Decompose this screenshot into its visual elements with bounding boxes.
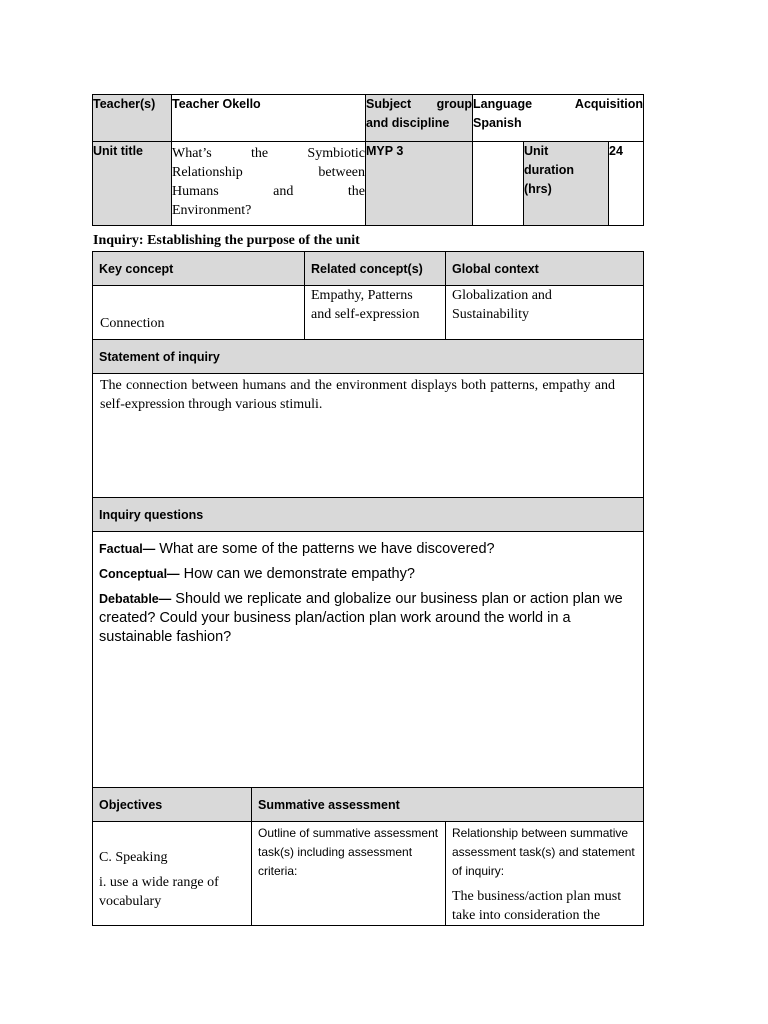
subject-label [366,95,473,142]
statement-value: The connection between humans and the environment displays both patterns, empathy and self-expression through various stimuli. [93,374,644,498]
subject-label-line-1: Subject group [366,97,472,111]
debatable-question [99,590,633,647]
factual-text: What are some of the patterns we have discovered? [155,541,495,557]
unit-title-line-2: Relationship between [172,165,365,180]
relationship-cell [446,822,644,926]
duration-label-line-1: Unit [524,144,549,158]
objectives-value [93,822,252,926]
related-concepts-line-2: and self-expression [311,307,420,322]
teacher-value: Teacher Okello [172,95,366,142]
duration-label-line-3: (hrs) [524,182,552,196]
subject-value-line-2: Spanish [473,116,522,130]
unit-title-line-1: What’s the Symbiotic [172,146,365,161]
global-context-line-2: Sustainability [452,307,529,322]
related-concepts-line-1: Empathy, Patterns [311,288,413,303]
statement-label: Statement of inquiry [93,340,644,374]
inquiry-section-title: Inquiry: Establishing the purpose of the unit [93,233,360,248]
unit-title-line-4: Environment? [172,203,252,218]
objective-item: i. use a wide range of vocabulary [99,875,219,909]
subject-value [473,95,644,142]
unit-title-line-3: Humans and the [172,184,365,199]
teacher-label: Teacher(s) [93,95,172,142]
conceptual-question [99,565,633,584]
key-concept-value: Connection [93,286,305,340]
relationship-label: Relationship between summative assessment task(s) and statement of inquiry: [452,826,635,878]
subject-label-line-2: and discipline [366,116,450,130]
inquiry-table [92,251,644,788]
global-context-label: Global context [446,252,644,286]
unit-header-table [92,94,644,226]
duration-label-line-2: duration [524,163,574,177]
relationship-value: The business/action plan must take into consideration the [452,889,622,923]
duration-label [524,142,609,226]
related-concepts-value [305,286,446,340]
key-concept-label: Key concept [93,252,305,286]
assessment-table [92,787,644,926]
global-context-value [446,286,644,340]
questions-label: Inquiry questions [93,498,644,532]
factual-question [99,540,633,559]
unit-title-value [172,142,366,226]
unit-title-label: Unit title [93,142,172,226]
myp-label: MYP 3 [366,142,473,226]
global-context-line-1: Globalization and [452,288,552,303]
inquiry-questions [93,532,644,788]
conceptual-text: How can we demonstrate empathy? [179,566,415,582]
objectives-label: Objectives [93,788,252,822]
summative-label: Summative assessment [252,788,644,822]
debatable-text: Should we replicate and globalize our business plan or action plan we created? Could your business plan/action plan work around the world in a sustainable fashion? [99,591,623,645]
related-concepts-label: Related concept(s) [305,252,446,286]
myp-value-empty [473,142,524,226]
outline-cell: Outline of summative assessment task(s) including assessment criteria: [252,822,446,926]
objective-heading: C. Speaking [99,850,168,865]
conceptual-label: Conceptual— [99,567,180,581]
factual-label: Factual— [99,542,156,556]
duration-value: 24 [609,142,644,226]
debatable-label: Debatable— [99,592,172,606]
subject-value-line-1: Language Acquisition [473,97,643,111]
